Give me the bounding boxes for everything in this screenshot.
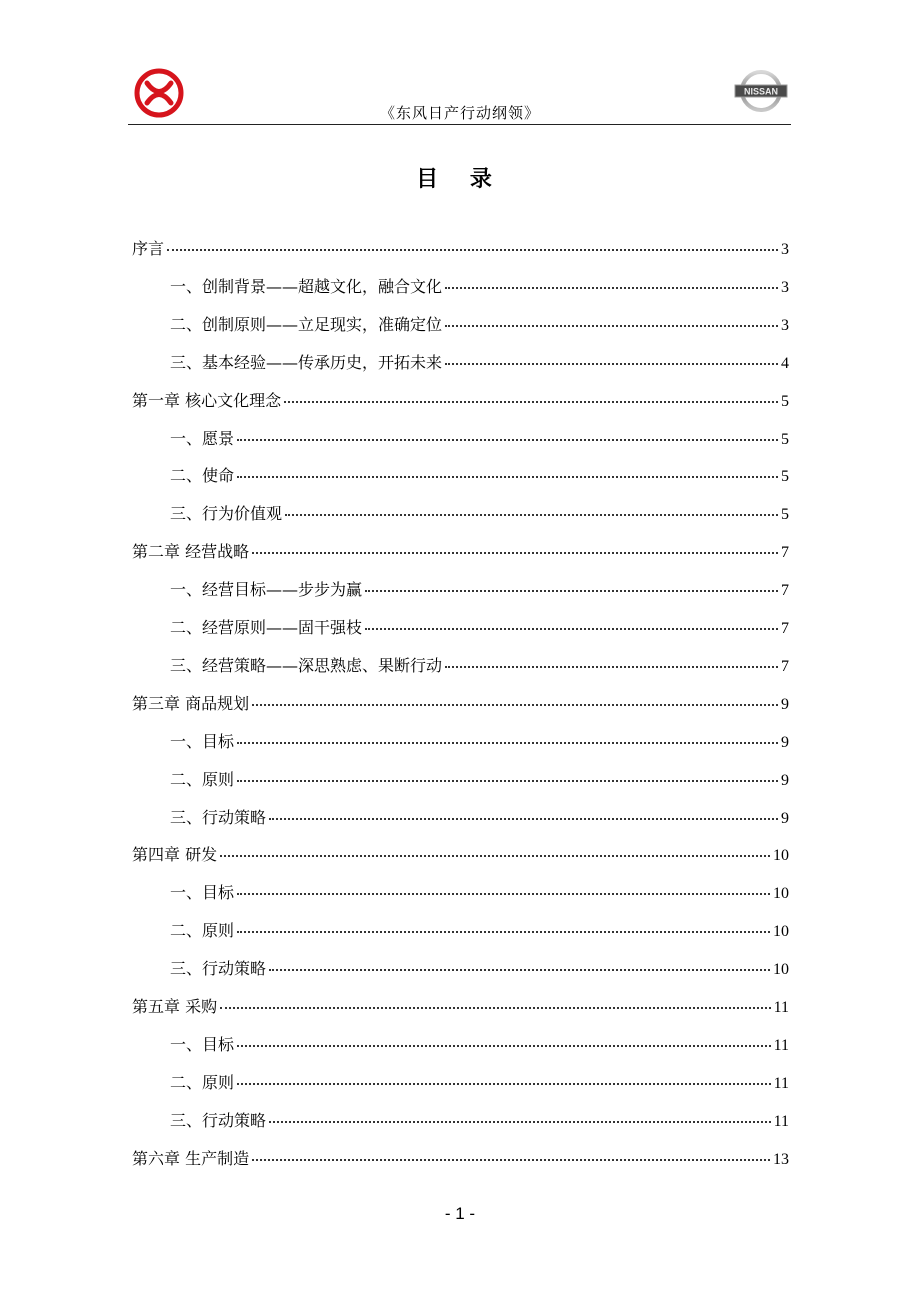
toc-section-entry[interactable] [170, 767, 789, 789]
toc-entry-label: 三、行动策略 [170, 807, 267, 827]
toc-entry-page: 10 [773, 923, 789, 941]
toc-leader-dots [252, 552, 778, 554]
toc-entry-label: 第二章 经营战略 [132, 542, 250, 562]
toc-section-entry[interactable] [170, 577, 789, 599]
toc-entry-label: 二、使命 [170, 466, 235, 486]
toc-leader-dots [237, 476, 778, 478]
toc-leader-dots [237, 780, 778, 782]
toc-entry-label: 第四章 研发 [132, 845, 218, 865]
toc-entry-page: 9 [781, 809, 789, 827]
toc-section-entry[interactable] [170, 805, 789, 827]
toc-entry-label: 二、经营原则——固干强枝 [170, 618, 363, 637]
toc-section-entry[interactable] [170, 1108, 789, 1130]
toc-leader-dots [445, 287, 778, 289]
toc-section-entry[interactable] [170, 426, 789, 448]
toc-entry-label: 一、创制背景——超越文化，融合文化 [170, 276, 443, 296]
toc-entry-label: 第五章 采购 [132, 997, 218, 1016]
toc-chapter-entry[interactable] [132, 236, 789, 258]
toc-leader-dots [237, 1045, 771, 1047]
toc-entry-page: 9 [781, 695, 789, 713]
toc-entry-label: 一、愿景 [170, 428, 235, 448]
toc-chapter-entry[interactable] [132, 994, 789, 1016]
toc-leader-dots [445, 363, 778, 365]
page-number: - 1 - [444, 1204, 476, 1223]
toc-section-entry[interactable] [170, 312, 789, 334]
toc-entry-page: 3 [781, 241, 789, 258]
toc-entry-page: 9 [781, 771, 789, 789]
toc-section-entry[interactable] [170, 653, 789, 675]
toc-entry-page: 5 [781, 468, 789, 486]
toc-leader-dots [220, 1007, 771, 1009]
toc-entry-label: 三、基本经验——传承历史，开拓未来 [170, 352, 443, 372]
toc-leader-dots [237, 893, 770, 895]
toc-chapter-entry[interactable] [132, 691, 789, 713]
toc-entry-label: 二、原则 [170, 769, 235, 789]
toc-entry-label: 第六章 生产制造 [132, 1148, 250, 1168]
toc-entry-label: 三、行为价值观 [170, 504, 283, 524]
toc-section-entry[interactable] [170, 1032, 789, 1054]
toc-entry-page: 3 [781, 278, 789, 296]
toc-leader-dots [237, 931, 770, 933]
toc-section-entry[interactable] [170, 501, 789, 523]
toc-entry-page: 9 [781, 733, 789, 751]
toc-entry-page: 4 [781, 354, 789, 372]
toc-leader-dots [237, 1083, 771, 1085]
toc-title: 目 录 [416, 167, 504, 192]
toc-entry-label: 第三章 商品规划 [132, 693, 250, 713]
toc-entry-page: 10 [773, 847, 789, 865]
toc-entry-page: 11 [773, 1074, 789, 1092]
toc-entry-page: 7 [781, 657, 789, 675]
toc-entry-page: 5 [781, 392, 789, 410]
toc-leader-dots [237, 742, 778, 744]
toc-leader-dots [365, 590, 778, 592]
toc-entry-label: 二、创制原则——立足现实，准确定位 [170, 314, 443, 334]
toc-entry-page: 7 [781, 582, 789, 600]
header-divider [128, 124, 791, 125]
toc-entry-page: 5 [781, 506, 789, 524]
toc-leader-dots [365, 628, 778, 630]
toc-entry-label: 二、原则 [170, 1072, 235, 1092]
toc-entry-page: 11 [773, 999, 789, 1016]
toc-entry-page: 11 [773, 1036, 789, 1054]
toc-leader-dots [269, 969, 770, 971]
toc-leader-dots [269, 818, 778, 820]
toc-leader-dots [284, 401, 778, 403]
toc-entry-label: 三、行动策略 [170, 1110, 267, 1130]
toc-leader-dots [237, 439, 778, 441]
toc-entry-label: 三、行动策略 [170, 959, 267, 979]
toc-entry-label: 一、目标 [170, 731, 235, 751]
toc-leader-dots [252, 704, 778, 706]
toc-entry-label: 序言 [132, 239, 165, 258]
toc-section-entry[interactable] [170, 1070, 789, 1092]
toc-leader-dots [445, 666, 778, 668]
toc-section-entry[interactable] [170, 350, 789, 372]
toc-entry-label: 二、原则 [170, 921, 235, 941]
toc-leader-dots [220, 855, 770, 857]
toc-leader-dots [285, 514, 778, 516]
toc-entry-page: 3 [781, 316, 789, 334]
toc-entry-label: 一、目标 [170, 1034, 235, 1054]
toc-entry-label: 一、目标 [170, 883, 235, 903]
toc-section-entry[interactable] [170, 956, 789, 978]
toc-entry-label: 一、经营目标——步步为赢 [170, 580, 363, 600]
toc-leader-dots [252, 1159, 770, 1161]
toc-entry-page: 13 [773, 1150, 789, 1168]
toc-section-entry[interactable] [170, 463, 789, 485]
toc-entry-page: 10 [773, 885, 789, 903]
toc-chapter-entry[interactable] [132, 1146, 789, 1168]
header-title: 《东风日产行动纲领》 [379, 104, 540, 122]
toc-chapter-entry[interactable] [132, 539, 789, 561]
toc-entry-page: 11 [773, 1112, 789, 1130]
toc-leader-dots [445, 325, 778, 327]
toc-entry-label: 第一章 核心文化理念 [132, 390, 282, 410]
toc-entry-page: 10 [773, 961, 789, 979]
toc-entry-page: 7 [781, 544, 789, 562]
toc-section-entry[interactable] [170, 880, 789, 902]
toc-section-entry[interactable] [170, 615, 789, 637]
toc-chapter-entry[interactable] [132, 388, 789, 410]
nissan-logo-text: NISSAN [743, 86, 779, 97]
toc-entry-label: 三、经营策略——深思熟虑、果断行动 [170, 655, 443, 675]
toc-entry-page: 7 [781, 620, 789, 637]
toc-leader-dots [269, 1121, 771, 1123]
toc-section-entry[interactable] [170, 918, 789, 940]
toc-chapter-entry[interactable] [132, 842, 789, 864]
toc-section-entry[interactable] [170, 729, 789, 751]
toc-entry-page: 5 [781, 430, 789, 448]
toc-section-entry[interactable] [170, 274, 789, 296]
toc-leader-dots [167, 249, 778, 251]
